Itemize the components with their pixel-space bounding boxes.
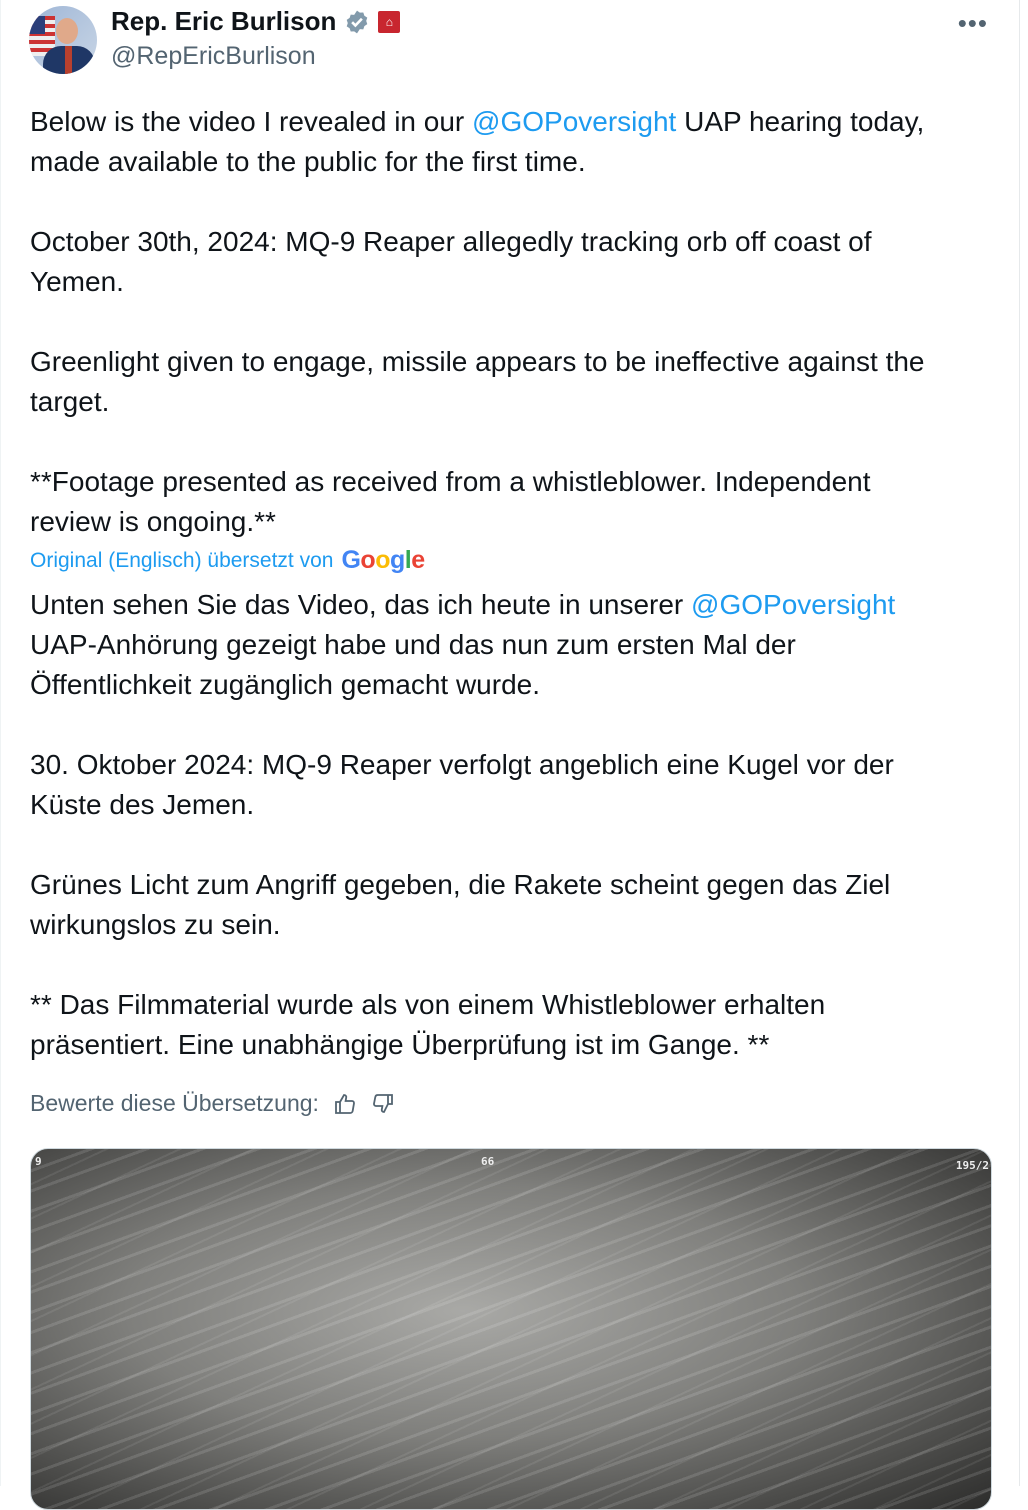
text-span: Below is the video I revealed in our [30,106,473,137]
translation-attribution [30,546,425,575]
text-span: Unten sehen Sie das Video, das ich heute in unserer [30,589,692,620]
video-osd-left: 9 [35,1155,42,1168]
text-span: Greenlight given to engage, missile appears to be ineffective against the target. [30,346,925,417]
paragraph [30,222,990,302]
thumbs-down-icon[interactable] [371,1092,395,1116]
left-border [0,0,1,1486]
mention-link[interactable]: @GOPoversight [472,106,677,137]
verified-badge-icon [344,9,370,35]
avatar[interactable] [29,6,97,74]
text-span: UAP hearing today, made available to the public for the first time. [30,106,925,177]
text-span: 30. Oktober 2024: MQ-9 Reaper verfolgt angeblich eine Kugel vor der Küste des Jemen. [30,749,894,820]
paragraph [30,865,990,945]
right-border [1019,0,1020,1486]
avatar-head [56,18,78,44]
text-span: UAP-Anhörung gezeigt habe und das nun zum ersten Mal der Öffentlichkeit zugänglich gemacht wurde. [30,629,796,700]
author-name-row[interactable] [111,6,400,37]
tweet-text-original [30,102,990,542]
google-logo: Google [341,546,425,574]
paragraph [30,342,990,422]
video-osd-top: 66 [481,1155,495,1168]
text-span: ** Das Filmmaterial wurde als von einem Whistleblower erhalten präsentiert. Eine unabhängige Überprüfung ist im Gange. ** [30,989,826,1060]
tweet-text-translated [30,585,990,1065]
video-osd-right: 195/2 [955,1159,989,1172]
paragraph [30,462,990,542]
mention-link[interactable]: @GOPoversight [691,589,896,620]
rate-translation [30,1090,395,1117]
more-options-button[interactable]: ••• [957,8,988,38]
author-name[interactable]: Rep. Eric Burlison [111,6,337,36]
paragraph [30,102,990,182]
translation-label[interactable]: Original (Englisch) übersetzt von [30,548,334,572]
thumbs-up-icon[interactable] [333,1092,357,1116]
paragraph [30,745,990,825]
text-span: Grünes Licht zum Angriff gegeben, die Rakete scheint gegen das Ziel wirkungslos zu sein. [30,869,891,940]
text-span: October 30th, 2024: MQ-9 Reaper allegedly tracking orb off coast of Yemen. [30,226,872,297]
paragraph [30,585,990,705]
text-span: **Footage presented as received from a whistleblower. Independent review is ongoing.** [30,466,871,537]
video-player[interactable] [30,1148,992,1510]
author-handle[interactable]: @RepEricBurlison [111,42,316,70]
government-affiliation-icon[interactable]: ⌂ [378,11,400,33]
rate-label: Bewerte diese Übersetzung: [30,1090,319,1116]
paragraph [30,985,990,1065]
avatar-tie [65,46,72,74]
